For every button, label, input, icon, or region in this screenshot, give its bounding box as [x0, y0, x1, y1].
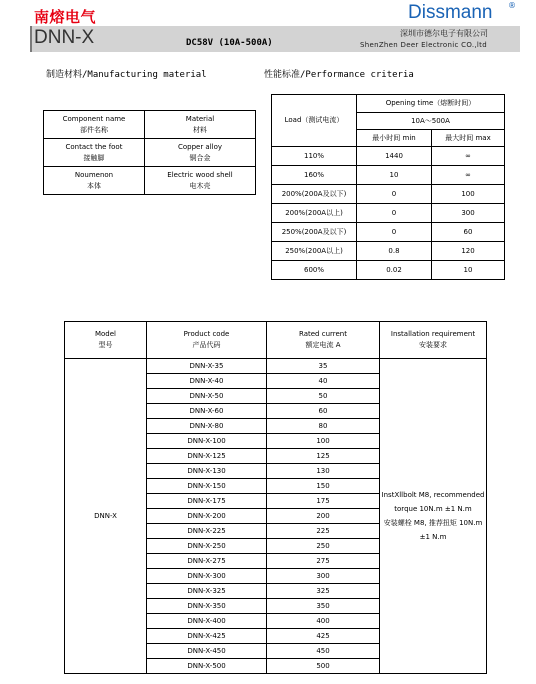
cell-cn: 接触脚	[83, 153, 105, 162]
install-cell	[380, 359, 487, 674]
current-cell: 450	[267, 644, 380, 659]
code-cell: DNN-X-175	[147, 494, 267, 509]
min-cell: 0	[357, 185, 432, 204]
current-cell: 130	[267, 464, 380, 479]
current-cell: 400	[267, 614, 380, 629]
table-row	[272, 147, 505, 166]
table-row	[272, 204, 505, 223]
table-row	[44, 167, 256, 195]
product-title: DNN-X	[34, 27, 95, 48]
code-cell: DNN-X-50	[147, 389, 267, 404]
min-cell: 0	[357, 204, 432, 223]
load-cell: 110%	[272, 147, 357, 166]
cell-cn: 材料	[193, 125, 207, 134]
min-cell: 0.8	[357, 242, 432, 261]
product-table	[64, 321, 487, 674]
code-cell: DNN-X-150	[147, 479, 267, 494]
model-cell: DNN-X	[65, 359, 147, 674]
material-section-title: 制造材料/Manufacturing material	[46, 70, 207, 80]
code-cell: DNN-X-350	[147, 599, 267, 614]
header-cn: 额定电流 A	[305, 341, 341, 349]
company-name-en: ShenZhen Deer Electronic CO.,ltd	[360, 41, 487, 49]
table-row	[272, 223, 505, 242]
cell-cn: 电木壳	[189, 181, 211, 190]
max-cell: 300	[432, 204, 505, 223]
header-en: Model	[94, 330, 117, 338]
code-cell: DNN-X-500	[147, 659, 267, 674]
cell-en: Component name	[62, 114, 126, 123]
code-cell: DNN-X-200	[147, 509, 267, 524]
current-cell: 200	[267, 509, 380, 524]
code-cell: DNN-X-250	[147, 539, 267, 554]
code-cell: DNN-X-225	[147, 524, 267, 539]
cell-cn: 铜合金	[189, 153, 211, 162]
range-header: 10A～500A	[357, 113, 505, 130]
code-cell: DNN-X-300	[147, 569, 267, 584]
load-cell: 250%(200A及以下)	[272, 223, 357, 242]
table-row	[44, 139, 256, 167]
max-cell: 10	[432, 261, 505, 280]
registered-mark: ®	[508, 1, 516, 10]
code-header	[147, 322, 267, 359]
load-cell: 600%	[272, 261, 357, 280]
current-cell: 275	[267, 554, 380, 569]
current-cell: 50	[267, 389, 380, 404]
table-cell	[145, 111, 256, 139]
min-cell: 0.02	[357, 261, 432, 280]
table-cell	[44, 139, 145, 167]
code-cell: DNN-X-425	[147, 629, 267, 644]
table-row	[272, 95, 505, 113]
cell-cn: 本体	[87, 181, 101, 190]
current-cell: 35	[267, 359, 380, 374]
current-header	[267, 322, 380, 359]
current-cell: 225	[267, 524, 380, 539]
material-table	[43, 110, 256, 195]
load-cell: 200%(200A及以下)	[272, 185, 357, 204]
current-cell: 500	[267, 659, 380, 674]
code-cell: DNN-X-60	[147, 404, 267, 419]
header-en: Product code	[183, 330, 230, 338]
code-cell: DNN-X-400	[147, 614, 267, 629]
cell-en: Material	[185, 114, 215, 123]
current-cell: 40	[267, 374, 380, 389]
current-cell: 60	[267, 404, 380, 419]
load-cell: 250%(200A以上)	[272, 242, 357, 261]
table-row	[44, 111, 256, 139]
opening-time-header: Opening time（熔断时间）	[357, 95, 505, 113]
current-cell: 250	[267, 539, 380, 554]
table-row	[272, 185, 505, 204]
brand-logo-cn: 南熔电气	[34, 8, 97, 26]
min-cell: 10	[357, 166, 432, 185]
current-cell: 100	[267, 434, 380, 449]
current-cell: 350	[267, 599, 380, 614]
code-cell: DNN-X-130	[147, 464, 267, 479]
table-row	[272, 166, 505, 185]
max-cell: 100	[432, 185, 505, 204]
code-cell: DNN-X-40	[147, 374, 267, 389]
cell-cn: 部件名称	[80, 125, 108, 134]
table-row	[272, 261, 505, 280]
install-header	[380, 322, 487, 359]
code-cell: DNN-X-100	[147, 434, 267, 449]
code-cell: DNN-X-80	[147, 419, 267, 434]
install-line: ±1 N.m	[419, 533, 447, 541]
current-cell: 175	[267, 494, 380, 509]
cell-en: Electric wood shell	[167, 170, 233, 179]
max-header: 最大时间 max	[432, 130, 505, 147]
header-cn: 产品代码	[192, 341, 221, 349]
code-cell: DNN-X-325	[147, 584, 267, 599]
max-cell: 120	[432, 242, 505, 261]
brand-logo-en: Dissmann	[408, 2, 493, 23]
install-line: 安装螺栓 M8, 推荐扭矩 10N.m	[383, 519, 483, 527]
header-en: Rated current	[299, 330, 347, 338]
code-cell: DNN-X-35	[147, 359, 267, 374]
table-row	[272, 242, 505, 261]
current-cell: 80	[267, 419, 380, 434]
min-cell: 1440	[357, 147, 432, 166]
install-line: torque 10N.m ±1 N.m	[394, 505, 472, 513]
current-cell: 325	[267, 584, 380, 599]
table-header-row	[65, 322, 487, 359]
code-cell: DNN-X-125	[147, 449, 267, 464]
current-cell: 125	[267, 449, 380, 464]
table-cell	[44, 167, 145, 195]
max-cell: ∞	[432, 166, 505, 185]
current-cell: 150	[267, 479, 380, 494]
company-name-cn: 深圳市德尔电子有限公司	[400, 29, 488, 38]
install-line: InstXllbolt M8, recommended	[381, 491, 485, 499]
header-en: Installation requirement	[390, 330, 476, 338]
code-cell: DNN-X-450	[147, 644, 267, 659]
performance-section-title: 性能标准/Performance criteria	[264, 70, 414, 80]
min-header: 最小时间 min	[357, 130, 432, 147]
table-cell	[145, 167, 256, 195]
title-bar-accent	[30, 26, 32, 52]
load-cell: 200%(200A以上)	[272, 204, 357, 223]
max-cell: ∞	[432, 147, 505, 166]
max-cell: 60	[432, 223, 505, 242]
cell-en: Copper alloy	[177, 142, 223, 151]
min-cell: 0	[357, 223, 432, 242]
performance-table	[271, 94, 505, 280]
table-cell	[44, 111, 145, 139]
table-row	[65, 359, 487, 374]
current-cell: 300	[267, 569, 380, 584]
series-rating: DC58V (10A-500A)	[186, 38, 273, 48]
load-header: Load（测试电流）	[272, 95, 357, 147]
code-cell: DNN-X-275	[147, 554, 267, 569]
header-cn: 型号	[98, 341, 113, 349]
table-cell	[145, 139, 256, 167]
model-header	[65, 322, 147, 359]
load-cell: 160%	[272, 166, 357, 185]
cell-en: Contact the foot	[65, 142, 123, 151]
header-cn: 安装要求	[419, 341, 447, 349]
current-cell: 425	[267, 629, 380, 644]
cell-en: Noumenon	[74, 170, 114, 179]
